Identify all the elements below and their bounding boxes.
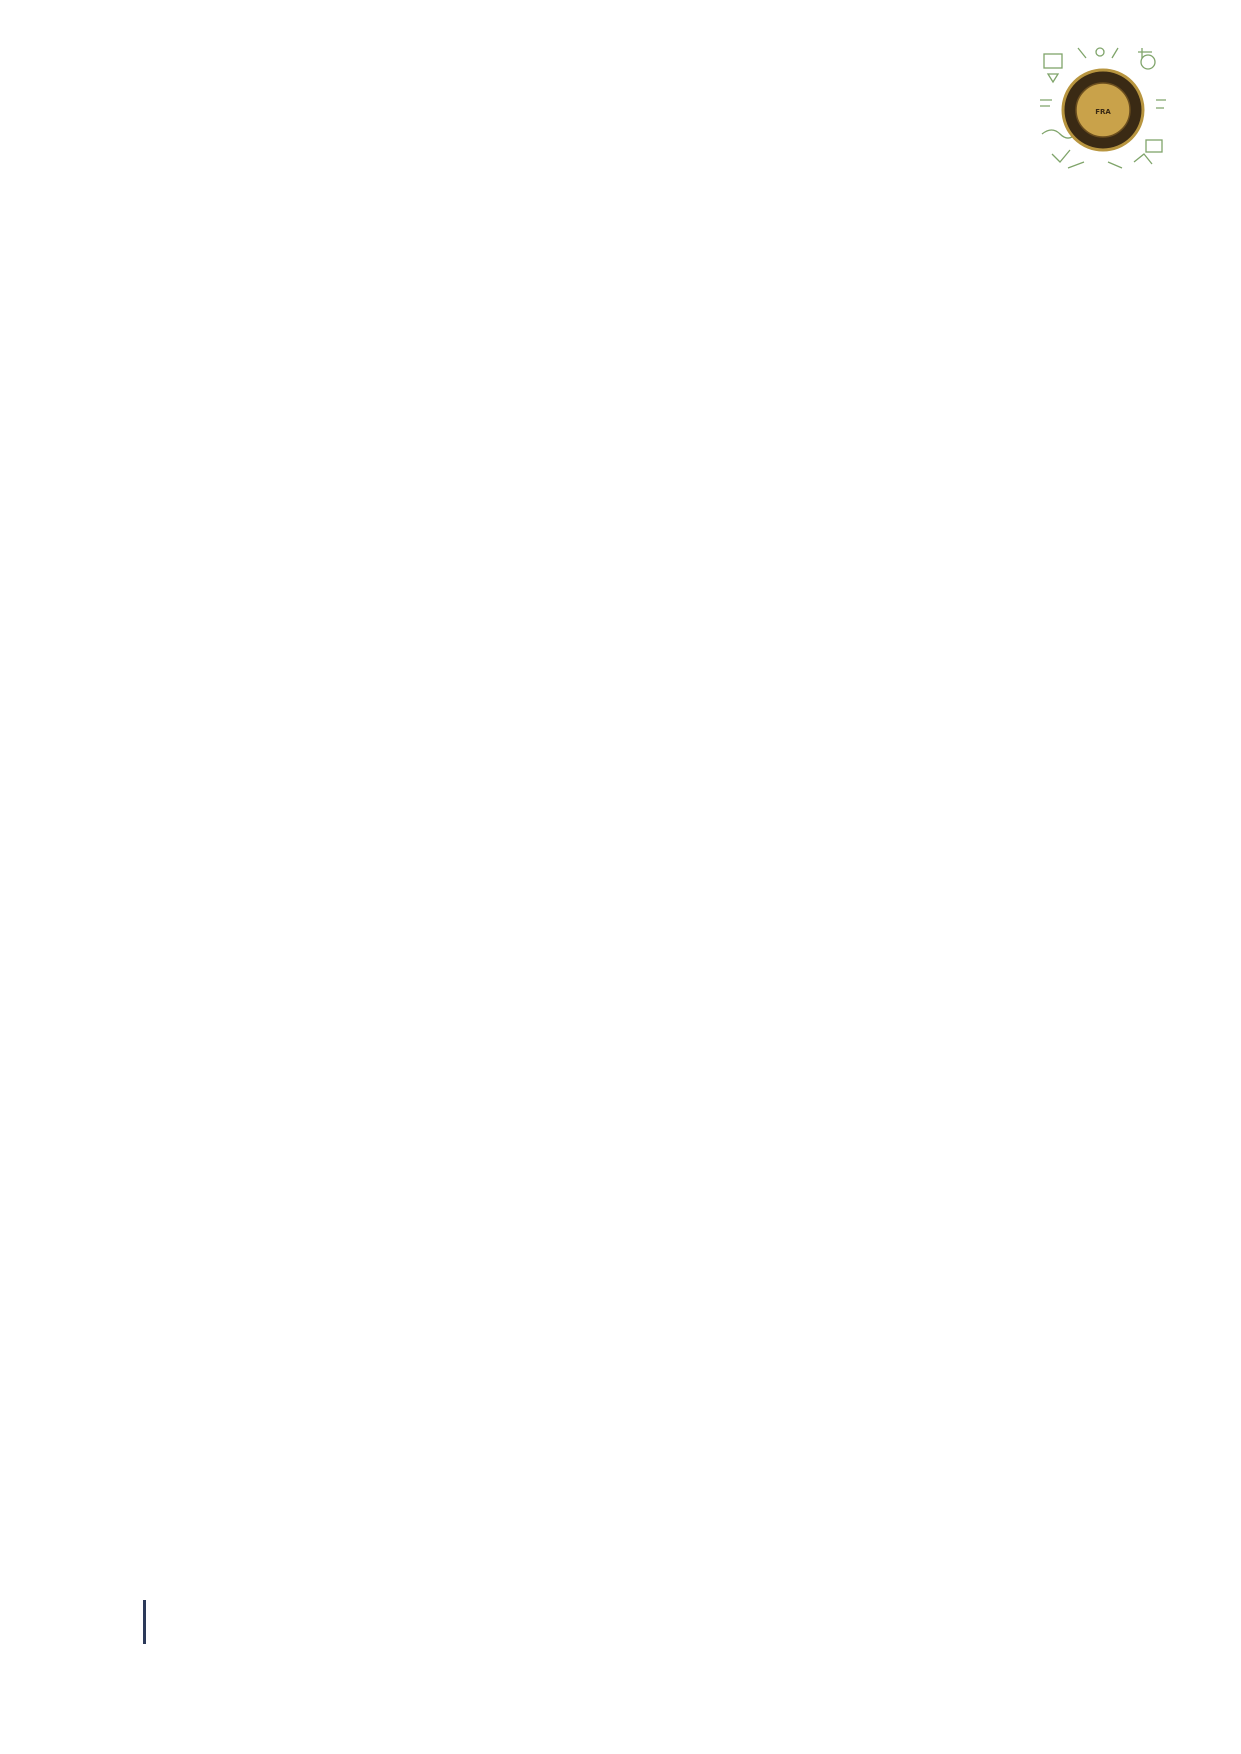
footer-divider bbox=[143, 1600, 146, 1644]
bottom-color-stripe bbox=[372, 1607, 1241, 1643]
logo-center-text: FRA bbox=[1095, 108, 1111, 116]
top-color-stripe bbox=[0, 84, 742, 114]
fra-emblem-icon bbox=[1038, 44, 1168, 176]
